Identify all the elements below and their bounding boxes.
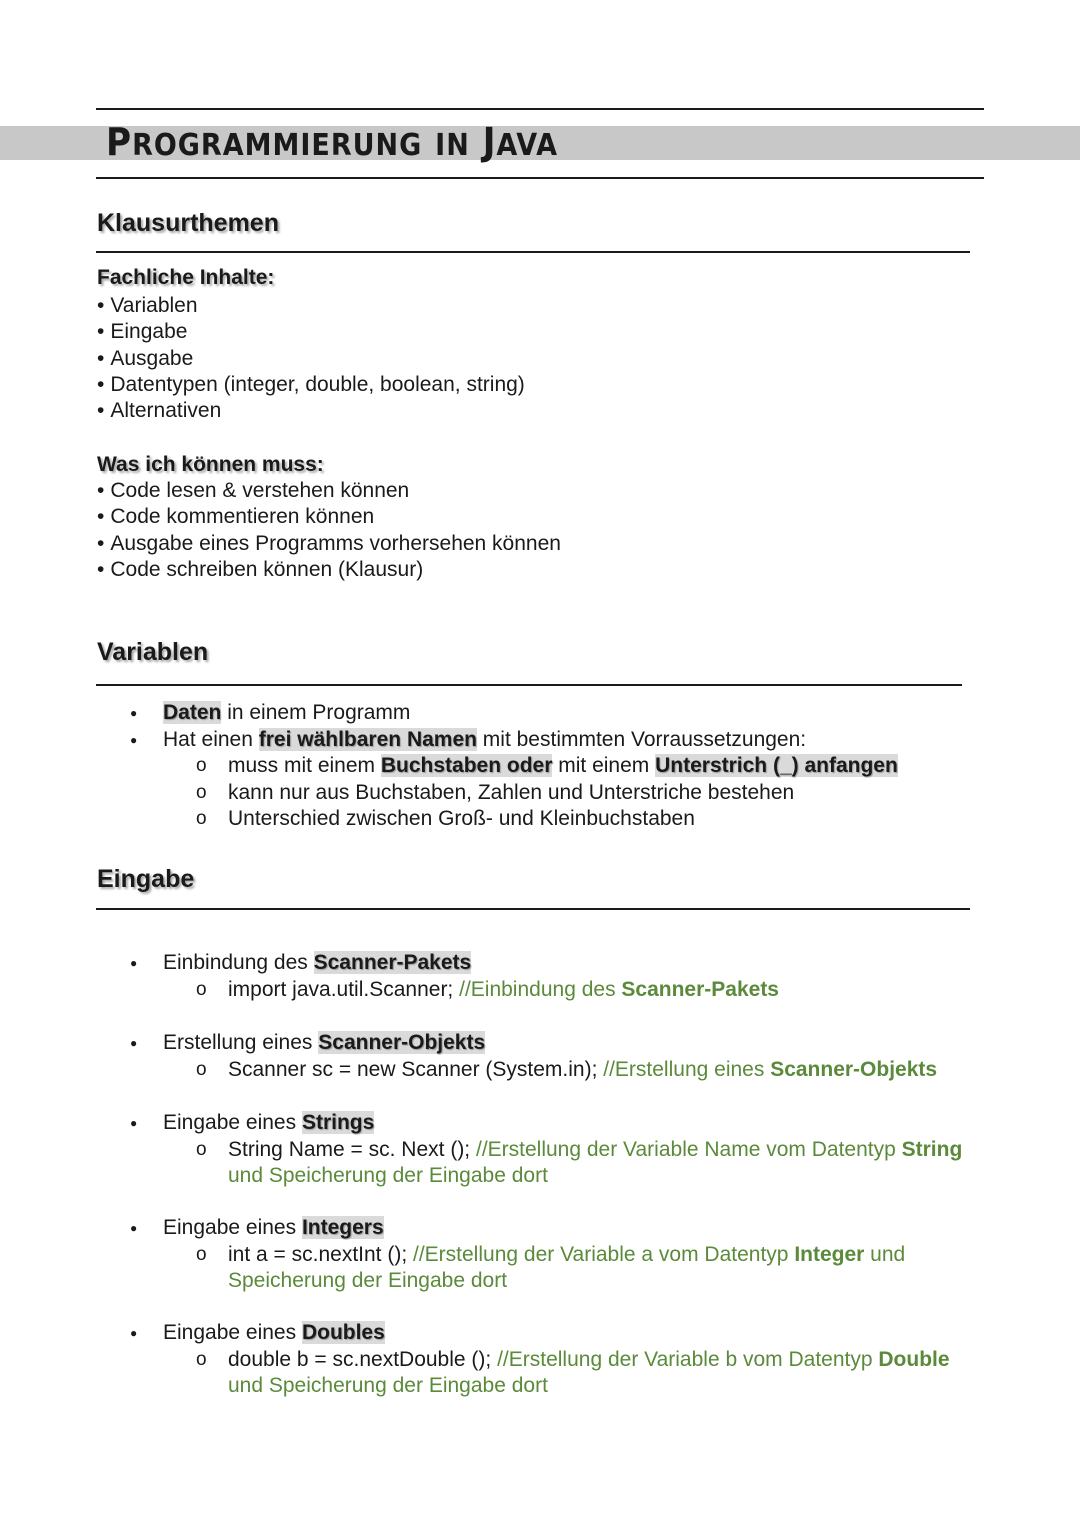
eingabe-scanner-paket (0, 950, 1080, 1003)
section-heading-eingabe: Eingabe (97, 865, 195, 893)
section-rule-variablen (96, 684, 962, 686)
code-import: o import java.util.Scanner; //Einbindung des Scanner-Pakets (0, 977, 1080, 1004)
sub-bullet-case: o Unterschied zwischen Groß- und Kleinbuchstaben (0, 806, 1080, 833)
bullet-scanner-paket: ● Einbindung des Scanner-Pakets (0, 950, 1080, 977)
fachliche-inhalte-list (97, 293, 525, 424)
list-item: • Ausgabe eines Programms vorhersehen können (97, 531, 561, 557)
bullet-name: ● Hat einen frei wählbaren Namen mit bestimmten Vorraussetzungen: (0, 727, 1080, 754)
koennen-list (97, 478, 561, 583)
list-item: • Alternativen (97, 398, 525, 424)
bullet-string: ● Eingabe eines Strings (0, 1110, 1080, 1137)
code-integer: o int a = sc.nextInt (); //Erstellung der Variable a vom Datentyp Integer und Speicherung der Eingabe dort (0, 1242, 1080, 1295)
bullet-scanner-objekt: ● Erstellung eines Scanner-Objekts (0, 1030, 1080, 1057)
section-rule-klausurthemen (96, 251, 970, 253)
page-title: PROGRAMMIERUNG IN JAVA (106, 120, 559, 164)
bullet-daten: ● Daten in einem Programm (0, 700, 1080, 727)
sub-bullet-chars: o kann nur aus Buchstaben, Zahlen und Unterstriche bestehen (0, 780, 1080, 807)
section-heading-klausurthemen: Klausurthemen (97, 209, 279, 237)
code-double: o double b = sc.nextDouble (); //Erstellung der Variable b vom Datentyp Double und Speicherung der Eingabe dort (0, 1347, 1080, 1400)
list-item: • Code lesen & verstehen können (97, 478, 561, 504)
list-item: • Ausgabe (97, 346, 525, 372)
subheading-was-ich-koennen-muss: Was ich können muss: (97, 453, 324, 476)
section-heading-variablen: Variablen (97, 638, 209, 666)
title-rule-top (96, 108, 984, 110)
eingabe-integer (0, 1215, 1080, 1295)
code-new-scanner: o Scanner sc = new Scanner (System.in); //Erstellung eines Scanner-Objekts (0, 1057, 1080, 1084)
list-item: • Datentypen (integer, double, boolean, string) (97, 372, 525, 398)
subheading-fachliche-inhalte: Fachliche Inhalte: (97, 266, 275, 289)
list-item: • Code kommentieren können (97, 504, 561, 530)
eingabe-scanner-objekt (0, 1030, 1080, 1083)
title-rule-bottom (96, 177, 984, 179)
list-item: • Variablen (97, 293, 525, 319)
variablen-content (0, 700, 1080, 833)
list-item: • Code schreiben können (Klausur) (97, 557, 561, 583)
bullet-double: ● Eingabe eines Doubles (0, 1320, 1080, 1347)
section-rule-eingabe (96, 908, 970, 910)
code-string: o String Name = sc. Next (); //Erstellung der Variable Name vom Datentyp String und Speicherung der Eingabe dort (0, 1137, 1080, 1190)
eingabe-double (0, 1320, 1080, 1400)
sub-bullet-start: o muss mit einem Buchstaben oder mit einem Unterstrich (_) anfangen (0, 753, 1080, 780)
eingabe-string (0, 1110, 1080, 1190)
bullet-integer: ● Eingabe eines Integers (0, 1215, 1080, 1242)
list-item: • Eingabe (97, 319, 525, 345)
